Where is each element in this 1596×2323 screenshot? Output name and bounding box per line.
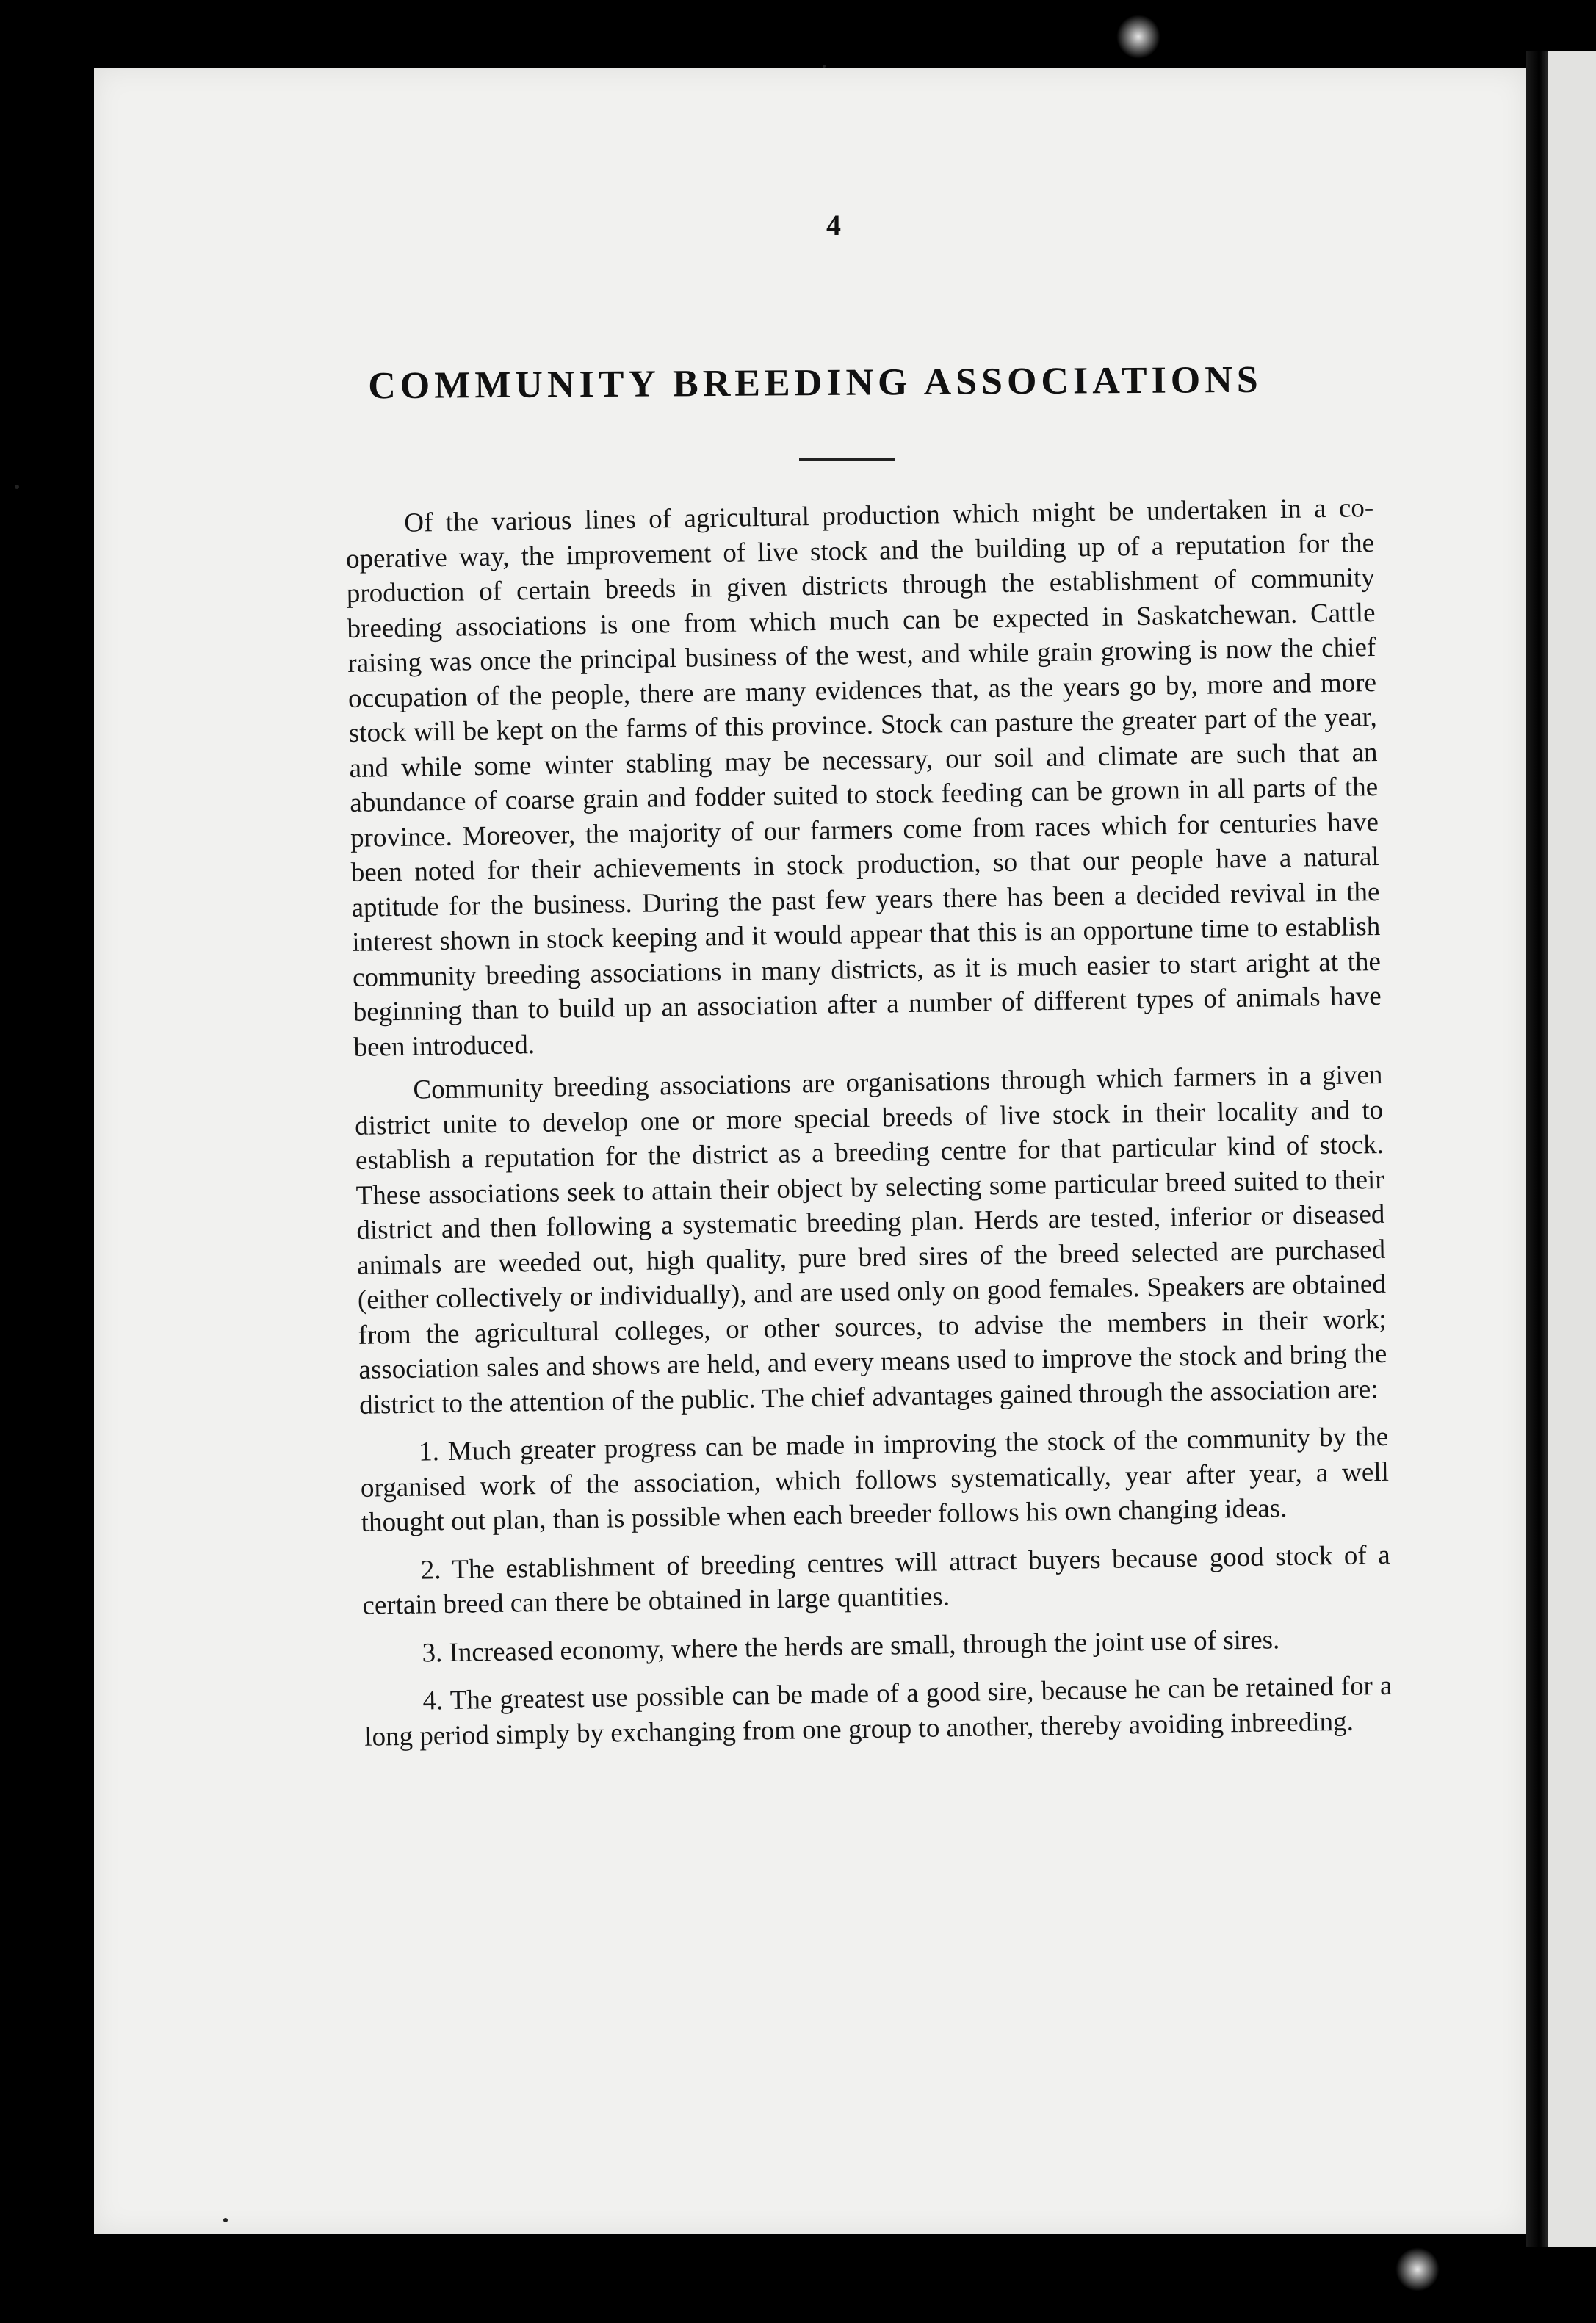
advantage-item-1: 1. Much greater progress can be made in improving the stock of the community by the organised work of the association, which follows systematically, year after year, a well thought out plan, than is possible when each breeder follows his own changing ideas. xyxy=(360,1421,1390,1538)
page-heading: COMMUNITY BREEDING ASSOCIATIONS xyxy=(368,358,1263,408)
advantage-item-4: 4. The greatest use possible can be made of a good sire, because he can be retained for a long period simply by exchanging from one group to another, thereby avoiding inbreeding. xyxy=(364,1670,1393,1752)
page-number: 4 xyxy=(826,209,841,242)
body-text xyxy=(345,491,1393,1763)
advantage-item-2: 2. The establishment of breeding centres will attract buyers because good stock of a certain breed can there be obtained in large quantities. xyxy=(362,1539,1390,1621)
facing-page-edge xyxy=(1548,51,1596,2247)
paragraph-intro: Of the various lines of agricultural production which might be undertaken in a co-operative way, the improvement of live stock and the building up of a reputation for the production of certain breeds in given districts through the establishment of community breeding associations is one from which much can be expected in Saskatchewan. Cattle raising was once the principal business of the west, and while grain growing is now the chief occupation of the people, there are many evidences that, as the years go by, more and more stock will be kept on the farms of this province. Stock can pasture the greater part of the year, and while some winter stabling may be necessary, our soil and climate are such that an abundance of coarse grain and fodder suited to stock feeding can be grown in all parts of the province. Moreover, the majority of our farmers come from races which for centuries have been noted for their achievements in stock production, so that our people have a natural aptitude for the business. During the past few years there has been a decided revival in the interest shown in stock keeping and it would appear that this is an opportune time to establish community breeding associations in many districts, as it is much easier to start aright at the beginning than to build up an association after a number of different types of animals have been introduced. xyxy=(345,493,1382,1063)
advantage-item-3: 3. Increased economy, where the herds are small, through the joint use of sires. xyxy=(422,1624,1280,1669)
scan-glare xyxy=(1116,15,1160,59)
book-spine-shadow xyxy=(1526,51,1548,2247)
heading-rule xyxy=(799,458,895,461)
scan-speck xyxy=(823,65,826,68)
scan-speck xyxy=(223,2218,228,2222)
scan-speck xyxy=(15,485,19,489)
paragraph-definition: Community breeding associations are organisations through which farmers in a given district unite to develop one or more special breeds of live stock in their locality and to establish a reputation for the district as a breeding centre for that particular kind of stock. These associations seek to attain their object by selecting some particular breed suited to their district and then following a systematic breeding plan. Herds are tested, inferior or diseased animals are weeded out, high quality, pure bred sires of the breed selected are purchased (either collectively or individually), and are used only on good females. Speakers are obtained from the agricultural colleges, or other sources, to advise the members in their work; association sales and shows are held, and every means used to improve the stock and bring the district to the attention of the public. The chief advantages gained through the association are: xyxy=(354,1059,1387,1420)
scan-glare xyxy=(1395,2247,1440,2291)
